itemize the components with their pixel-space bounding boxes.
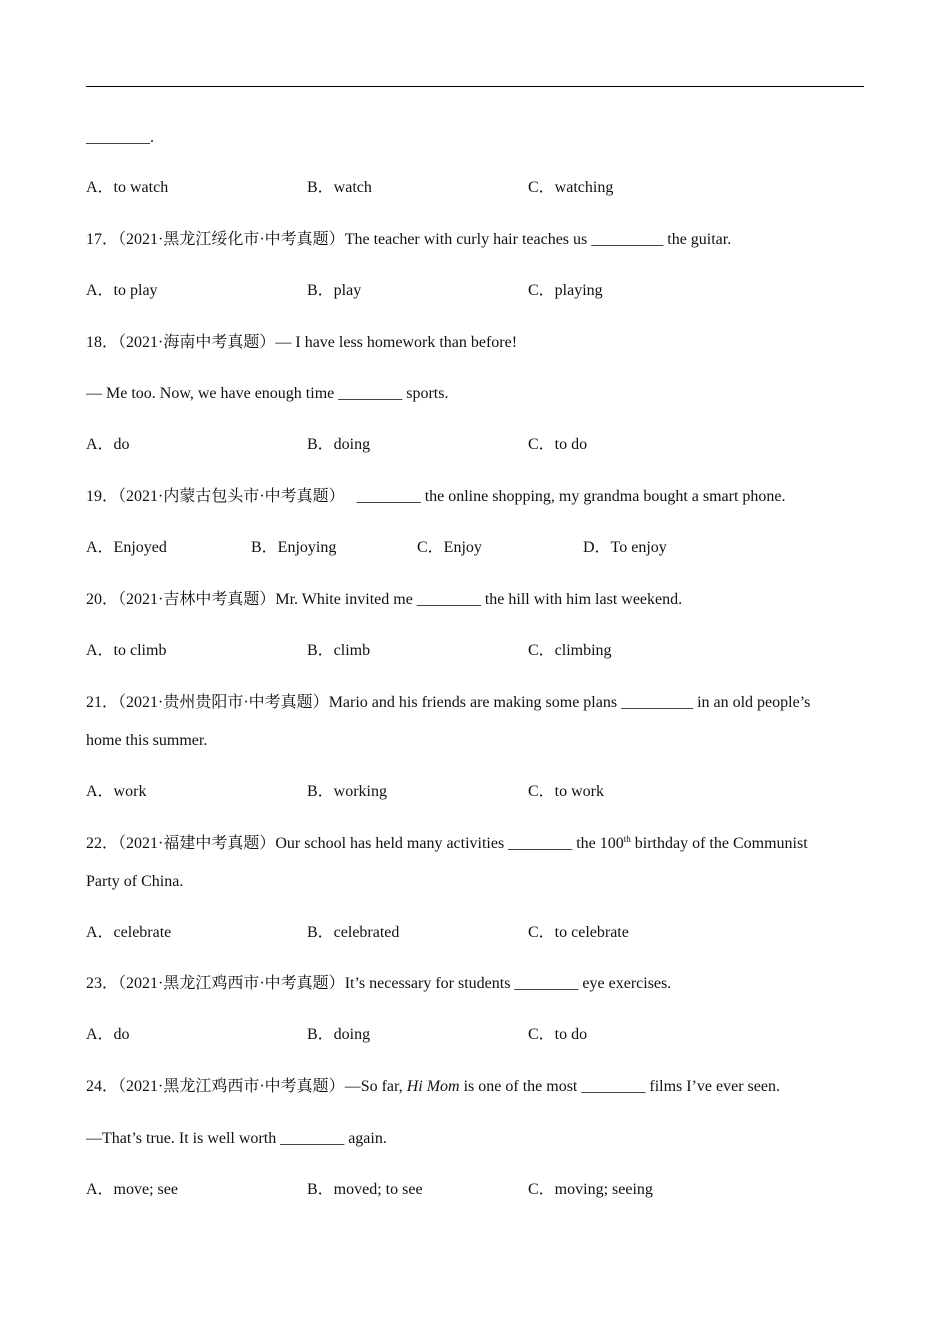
question-text: Mario and his friends are making some plans _________ in an old people’s <box>328 694 811 711</box>
option-a: A．to climb <box>86 642 167 659</box>
option-a: A．Enjoyed <box>86 539 167 556</box>
option-c: C．climbing <box>528 642 612 659</box>
question-18-dialogue-line: — Me too. Now, we have enough time ________ sports. <box>86 385 449 402</box>
option-a: A．work <box>86 783 147 800</box>
question-text-end: birthday of the Communist <box>630 835 808 852</box>
option-c: C．Enjoy <box>417 539 482 556</box>
question-text: Mr. White invited me ________ the hill with him last weekend. <box>275 591 683 608</box>
question-18 <box>86 333 517 353</box>
option-c: C．to do <box>528 1026 588 1043</box>
option-c: C．watching <box>528 179 614 196</box>
option-b: B．working <box>307 783 388 800</box>
question-source: （2021·黑龙江鸡西市·中考真题） <box>118 1078 345 1095</box>
question-text: —So far, <box>344 1078 407 1095</box>
question-source: （2021·内蒙古包头市·中考真题） <box>118 488 345 505</box>
question-number: 23． <box>86 975 119 992</box>
option-a: A．celebrate <box>86 924 172 941</box>
question-number: 17． <box>86 231 119 248</box>
question-text: Our school has held many activities ________ the 100 <box>275 835 624 852</box>
option-c: C．playing <box>528 282 603 299</box>
option-a: A．to watch <box>86 179 169 196</box>
question-21-continuation: home this summer. <box>86 732 208 749</box>
question-number: 20． <box>86 591 119 608</box>
question-21 <box>86 693 810 713</box>
question-source: （2021·福建中考真题） <box>118 835 276 852</box>
option-a: A．do <box>86 436 130 453</box>
question-number: 22． <box>86 835 119 852</box>
option-c: C．to work <box>528 783 605 800</box>
question-20 <box>86 590 682 610</box>
question-22-continuation: Party of China. <box>86 873 184 890</box>
question-text: ________ the online shopping, my grandma bought a smart phone. <box>356 488 786 505</box>
option-b: B．moved; to see <box>307 1181 423 1198</box>
option-b: B．doing <box>307 436 371 453</box>
option-b: B．doing <box>307 1026 371 1043</box>
option-a: A．move; see <box>86 1181 178 1198</box>
question-17 <box>86 230 731 250</box>
option-b: B．Enjoying <box>251 539 337 556</box>
option-b: B．play <box>307 282 362 299</box>
option-a: A．to play <box>86 282 158 299</box>
question-24-dialogue-line: —That’s true. It is well worth ________ again. <box>86 1130 387 1147</box>
question-24 <box>86 1077 780 1097</box>
question-text: The teacher with curly hair teaches us _________ the guitar. <box>344 231 732 248</box>
option-b: B．watch <box>307 179 372 196</box>
question-number: 18． <box>86 334 119 351</box>
option-c: C．moving; seeing <box>528 1181 653 1198</box>
question-number: 19． <box>86 488 119 505</box>
header-rule <box>86 86 864 87</box>
question-16-continuation: ________. <box>86 129 154 146</box>
question-19 <box>86 487 786 507</box>
question-number: 24． <box>86 1078 119 1095</box>
film-title: Hi Mom <box>406 1078 460 1095</box>
option-b: B．climb <box>307 642 371 659</box>
question-text-end: is one of the most ________ films I’ve ever seen. <box>459 1078 780 1095</box>
question-23 <box>86 974 671 994</box>
question-source: （2021·贵州贵阳市·中考真题） <box>118 694 329 711</box>
option-b: B．celebrated <box>307 924 400 941</box>
ordinal-superscript: th <box>623 834 631 844</box>
question-text: It’s necessary for students ________ eye exercises. <box>344 975 672 992</box>
question-source: （2021·海南中考真题） <box>118 334 276 351</box>
question-number: 21． <box>86 694 119 711</box>
option-a: A．do <box>86 1026 130 1043</box>
question-source: （2021·吉林中考真题） <box>118 591 276 608</box>
question-source: （2021·黑龙江鸡西市·中考真题） <box>118 975 345 992</box>
option-d: D．To enjoy <box>583 539 667 556</box>
question-22 <box>86 834 808 854</box>
option-c: C．to do <box>528 436 588 453</box>
question-text: — I have less homework than before! <box>275 334 518 351</box>
option-c: C．to celebrate <box>528 924 629 941</box>
question-source: （2021·黑龙江绥化市·中考真题） <box>118 231 345 248</box>
